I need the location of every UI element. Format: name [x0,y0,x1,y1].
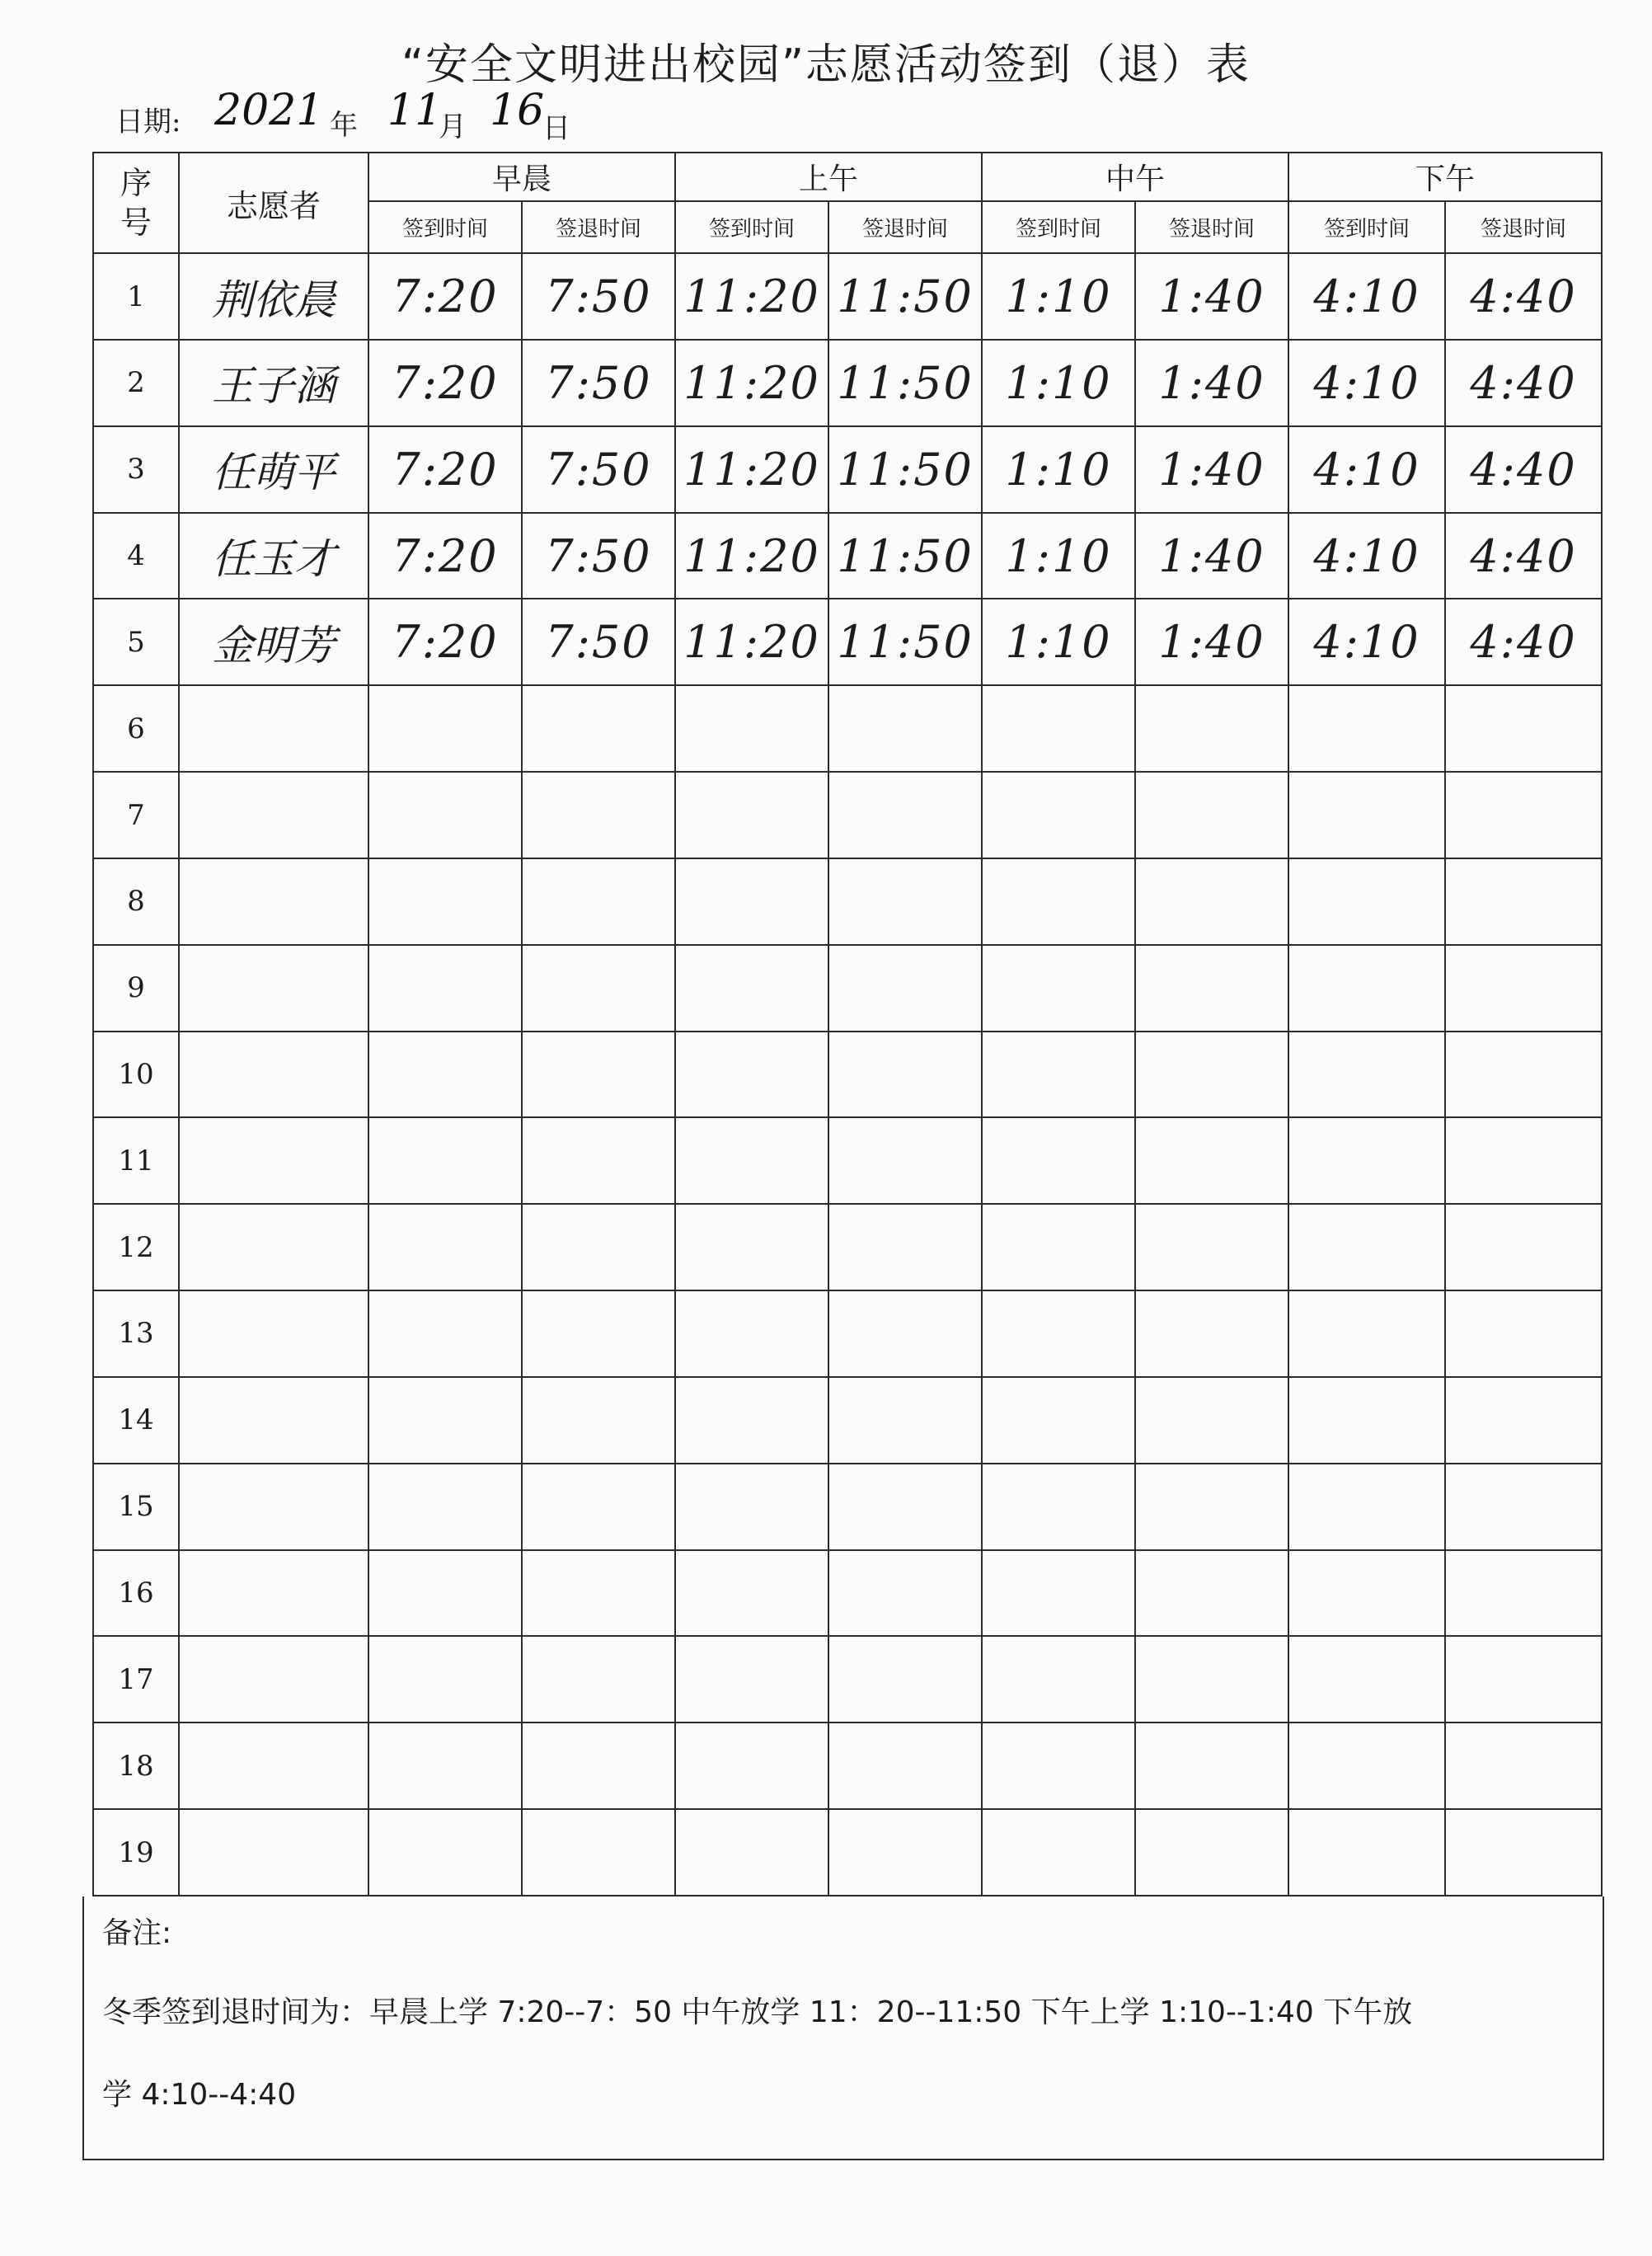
table-row [93,858,1602,945]
table-row [93,1550,1602,1637]
sign-out-time [1135,1290,1288,1377]
sign-in-time [368,772,522,858]
table-row [93,1204,1602,1290]
volunteer-name: 荆依晨 [179,253,368,340]
sign-in-time [982,772,1135,858]
sign-out-time [1445,772,1602,858]
sign-out-time [1135,1464,1288,1550]
volunteer-name [179,1377,368,1464]
sign-in-time: 11:20 [675,426,828,513]
header-sign-in: 签到时间 [368,201,522,253]
row-number: 7 [93,772,179,858]
sign-out-time [1445,1809,1602,1896]
sign-in-time [982,1117,1135,1204]
sign-out-time [1135,1809,1288,1896]
sign-in-time [368,1723,522,1809]
notes-line-1: 冬季签到退时间为：早晨上学 7:20--7：50 中午放学 11：20--11:50 下午上学 1:10--1:40 下午放 [102,1995,1413,2029]
date-day-unit: 日 [542,112,570,145]
sign-out-time [1445,858,1602,945]
row-number: 2 [93,340,179,426]
volunteer-name [179,1809,368,1896]
sign-out-time: 11:50 [828,253,982,340]
sign-in-time [368,1290,522,1377]
header-sign-out: 签退时间 [1135,201,1288,253]
sign-in-time: 1:10 [982,340,1135,426]
sign-in-time [368,1550,522,1637]
sign-in-time [982,1809,1135,1896]
sign-out-time [1445,1032,1602,1118]
row-number: 11 [93,1117,179,1204]
sign-out-time [1445,1723,1602,1809]
table-row [93,1723,1602,1809]
volunteer-name: 任玉才 [179,513,368,599]
sign-out-time [828,1290,982,1377]
sign-in-time [675,1464,828,1550]
table-row [93,599,1602,685]
sign-in-time [368,1636,522,1723]
sign-out-time [1445,1377,1602,1464]
sign-in-time [675,1809,828,1896]
sign-in-time: 4:10 [1288,599,1445,685]
date-year: 2021 [214,86,324,135]
row-number: 5 [93,599,179,685]
sign-in-time [675,1723,828,1809]
sign-in-time [1288,1290,1445,1377]
sign-in-time [982,1290,1135,1377]
notes-line-2: 学 4:10--4:40 [102,2078,297,2112]
sign-out-time [522,1032,675,1118]
row-number: 16 [93,1550,179,1637]
sign-in-time [1288,1723,1445,1809]
sign-in-time [1288,1377,1445,1464]
row-number: 18 [93,1723,179,1809]
sign-in-time: 4:10 [1288,340,1445,426]
sign-out-time: 11:50 [828,513,982,599]
header-sign-in: 签到时间 [1288,201,1445,253]
sign-in-time [675,1117,828,1204]
date-day: 16 [490,86,545,135]
sign-in-time [368,1464,522,1550]
volunteer-name [179,1464,368,1550]
table-row [93,1636,1602,1723]
sign-out-time [828,858,982,945]
sign-in-time [368,1032,522,1118]
sign-out-time [1135,858,1288,945]
notes-box [82,1896,1604,2160]
row-number: 17 [93,1636,179,1723]
row-number: 13 [93,1290,179,1377]
sign-in-time [368,945,522,1032]
sign-in-time [982,1550,1135,1637]
table-row [93,1117,1602,1204]
sign-in-time [368,1809,522,1896]
sign-out-time: 1:40 [1135,513,1288,599]
sign-out-time: 7:50 [522,599,675,685]
sign-out-time [522,1723,675,1809]
table-row [93,772,1602,858]
sign-out-time [828,1636,982,1723]
sign-in-time [368,1117,522,1204]
sign-out-time [1135,1032,1288,1118]
sign-out-time [1445,1117,1602,1204]
sign-in-time [1288,1032,1445,1118]
sign-in-time: 11:20 [675,513,828,599]
sign-in-time [1288,685,1445,772]
sign-out-time [1135,1117,1288,1204]
sign-out-time: 11:50 [828,426,982,513]
sign-in-time: 4:10 [1288,426,1445,513]
sign-in-time [675,685,828,772]
sign-in-time [368,1377,522,1464]
sign-out-time [522,1290,675,1377]
volunteer-name [179,685,368,772]
sign-in-time: 1:10 [982,599,1135,685]
sign-out-time [828,1723,982,1809]
sign-out-time [828,1117,982,1204]
table-row [93,1032,1602,1118]
sign-in-time [368,858,522,945]
sign-out-time: 1:40 [1135,426,1288,513]
volunteer-name [179,945,368,1032]
sign-in-time [368,1204,522,1290]
sign-out-time: 1:40 [1135,253,1288,340]
sign-in-time [675,858,828,945]
sign-out-time [522,858,675,945]
sign-in-time: 1:10 [982,513,1135,599]
table-row [93,1809,1602,1896]
header-sign-in: 签到时间 [675,201,828,253]
sign-out-time [1445,945,1602,1032]
volunteer-name [179,1723,368,1809]
sign-in-time: 11:20 [675,340,828,426]
row-number: 9 [93,945,179,1032]
header-seq [93,153,179,253]
sign-out-time [1445,1204,1602,1290]
header-sign-in: 签到时间 [982,201,1135,253]
row-number: 6 [93,685,179,772]
sign-out-time: 11:50 [828,599,982,685]
date-month: 11 [387,86,443,135]
sign-out-time [522,1464,675,1550]
sign-in-time [675,945,828,1032]
table-row [93,1464,1602,1550]
header-volunteer: 志愿者 [179,153,368,253]
row-number: 8 [93,858,179,945]
sign-in-time [1288,1809,1445,1896]
volunteer-name [179,1636,368,1723]
sign-out-time [1445,1464,1602,1550]
sign-out-time: 4:40 [1445,513,1602,599]
sign-in-time [675,772,828,858]
table-row [93,1290,1602,1377]
sign-out-time: 4:40 [1445,340,1602,426]
volunteer-name: 金明芳 [179,599,368,685]
header-period-afternoon: 下午 [1288,153,1602,201]
sign-in-time: 7:20 [368,340,522,426]
sign-in-time: 1:10 [982,253,1135,340]
sign-out-time [1135,1550,1288,1637]
header-period-morning: 早晨 [368,153,675,201]
row-number: 14 [93,1377,179,1464]
date-year-unit: 年 [330,109,358,142]
sign-out-time [522,772,675,858]
sign-in-time [1288,1117,1445,1204]
sign-out-time [828,1204,982,1290]
sign-in-time [982,858,1135,945]
sign-in-time [982,685,1135,772]
sign-out-time [1135,1636,1288,1723]
sign-in-time: 4:10 [1288,513,1445,599]
sign-out-time [522,1204,675,1290]
sign-out-time [522,1636,675,1723]
sign-out-time [522,945,675,1032]
form-title: “安全文明进出校园”志愿活动签到（退）表 [401,40,1251,90]
sign-out-time [1135,1723,1288,1809]
sign-in-time [675,1550,828,1637]
volunteer-name [179,1204,368,1290]
sign-out-time [1445,1290,1602,1377]
sign-out-time: 11:50 [828,340,982,426]
table-row [93,253,1602,340]
date-label: 日期: [115,106,181,139]
header-sign-out: 签退时间 [828,201,982,253]
volunteer-name [179,858,368,945]
sign-out-time [828,945,982,1032]
sign-out-time [522,685,675,772]
sign-in-time [982,1636,1135,1723]
sign-out-time [1445,1636,1602,1723]
sign-out-time [1135,945,1288,1032]
sign-out-time: 7:50 [522,340,675,426]
sign-in-time [1288,1464,1445,1550]
sign-in-time [1288,1204,1445,1290]
header-seq-label: 序号 [120,165,152,242]
sign-out-time [828,1550,982,1637]
sign-out-time: 7:50 [522,253,675,340]
sign-in-time [982,945,1135,1032]
volunteer-name [179,1117,368,1204]
header-period-noon: 中午 [982,153,1288,201]
volunteer-name: 任萌平 [179,426,368,513]
sign-out-time [828,1809,982,1896]
sign-in-time [982,1204,1135,1290]
table-row [93,340,1602,426]
volunteer-name [179,1290,368,1377]
sign-in-time: 1:10 [982,426,1135,513]
row-number: 3 [93,426,179,513]
sign-out-time [1135,1204,1288,1290]
sign-out-time: 1:40 [1135,340,1288,426]
sign-out-time [522,1377,675,1464]
table-row [93,1377,1602,1464]
sign-out-time: 4:40 [1445,599,1602,685]
sign-out-time [828,1032,982,1118]
sign-out-time [1445,1550,1602,1637]
sign-out-time [1135,685,1288,772]
notes-label: 备注: [102,1916,172,1950]
sign-in-time [1288,772,1445,858]
volunteer-name: 王子涵 [179,340,368,426]
sign-in-time: 4:10 [1288,253,1445,340]
header-period-forenoon: 上午 [675,153,982,201]
header-sign-out: 签退时间 [522,201,675,253]
sign-out-time: 7:50 [522,513,675,599]
sign-in-time: 7:20 [368,426,522,513]
sign-out-time [522,1809,675,1896]
sign-out-time: 7:50 [522,426,675,513]
sign-in-time [675,1290,828,1377]
sign-out-time [1445,685,1602,772]
sign-out-time [828,685,982,772]
sign-in-time [982,1464,1135,1550]
sign-in-time [1288,1636,1445,1723]
sign-in-time: 7:20 [368,513,522,599]
table-row [93,513,1602,599]
volunteer-name [179,1032,368,1118]
volunteer-name [179,1550,368,1637]
sign-in-time: 7:20 [368,599,522,685]
row-number: 12 [93,1204,179,1290]
header-sign-out: 签退时间 [1445,201,1602,253]
sign-in-table [92,152,1603,1896]
sign-in-time: 11:20 [675,253,828,340]
table-row [93,426,1602,513]
row-number: 1 [93,253,179,340]
date-month-unit: 月 [439,110,467,143]
sign-out-time [1135,1377,1288,1464]
sign-out-time: 1:40 [1135,599,1288,685]
sign-in-time [675,1377,828,1464]
sign-out-time [828,772,982,858]
row-number: 10 [93,1032,179,1118]
row-number: 4 [93,513,179,599]
sign-out-time: 4:40 [1445,426,1602,513]
sign-out-time [828,1377,982,1464]
table-row [93,685,1602,772]
sign-in-time [982,1377,1135,1464]
sign-out-time [522,1550,675,1637]
sign-in-time [982,1032,1135,1118]
sign-out-time [522,1117,675,1204]
row-number: 19 [93,1809,179,1896]
sign-out-time [828,1464,982,1550]
table-row [93,945,1602,1032]
sign-out-time [1135,772,1288,858]
sign-in-time [982,1723,1135,1809]
sign-in-time: 11:20 [675,599,828,685]
sign-in-time: 7:20 [368,253,522,340]
sign-in-time [675,1032,828,1118]
sign-out-time: 4:40 [1445,253,1602,340]
sign-in-time [368,685,522,772]
sign-in-time [675,1636,828,1723]
volunteer-name [179,772,368,858]
sign-in-time [1288,945,1445,1032]
sign-in-time [1288,1550,1445,1637]
sign-in-time [1288,858,1445,945]
sign-in-time [675,1204,828,1290]
row-number: 15 [93,1464,179,1550]
